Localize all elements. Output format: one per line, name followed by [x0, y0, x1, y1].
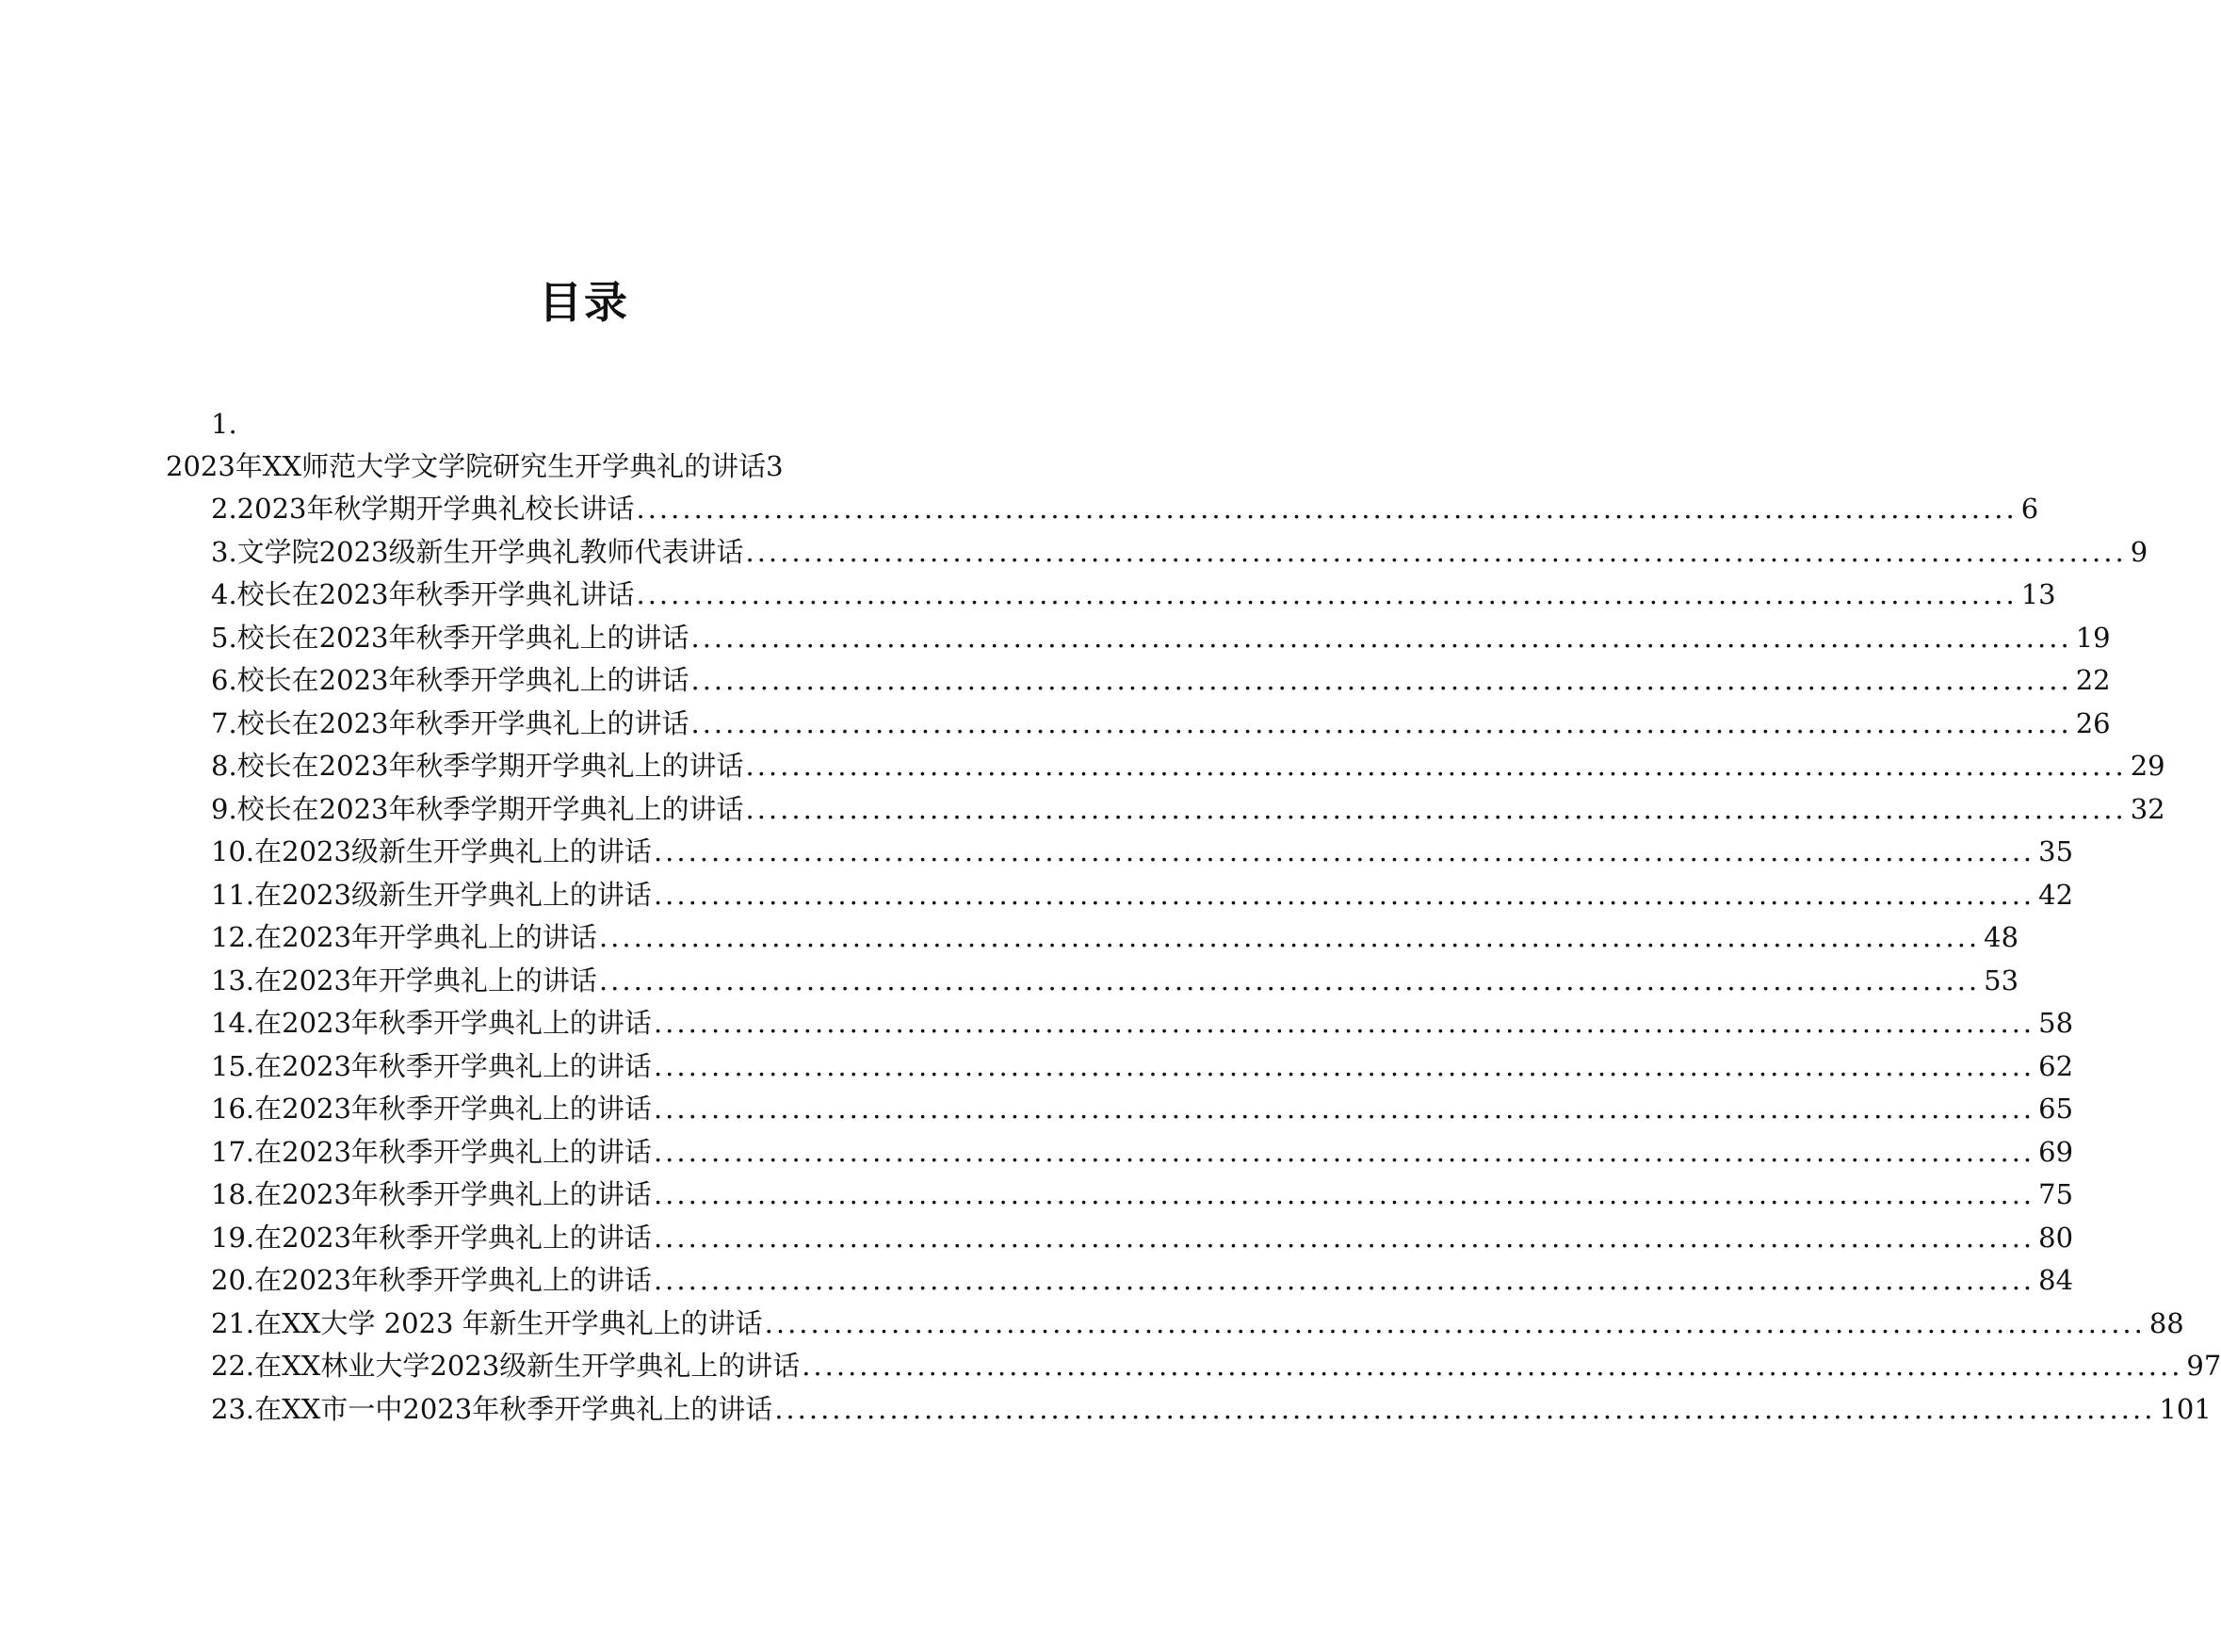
toc-page-number: 13 — [2020, 578, 2056, 610]
toc-list — [211, 493, 2221, 1438]
toc-entry-label: 22.在XX林业大学2023级新生开学典礼上的讲话 — [211, 1350, 801, 1382]
toc-page-number: 97 — [2186, 1350, 2221, 1382]
toc-entry-label: 19.在2023年秋季开学典礼上的讲话 — [211, 1221, 652, 1254]
toc-entry-number: 1. — [211, 408, 237, 440]
toc-page-number: 58 — [2038, 1007, 2074, 1039]
toc-entry-label: 10.在2023级新生开学典礼上的讲话 — [211, 835, 652, 867]
dot-leader: ........................................................................................................................ — [636, 493, 2018, 525]
dot-leader: ........................................................................................................................ — [690, 706, 2072, 739]
toc-entry-label: 14.在2023年秋季开学典礼上的讲话 — [211, 1007, 652, 1039]
dot-leader: ........................................................................................................................ — [653, 1049, 2035, 1082]
toc-entry[interactable] — [211, 835, 2074, 882]
toc-entry-label: 18.在2023年秋季开学典礼上的讲话 — [211, 1178, 652, 1210]
dot-leader: ........................................................................................................................ — [802, 1350, 2183, 1382]
toc-entry[interactable] — [211, 706, 2111, 753]
toc-entry[interactable] — [211, 535, 2148, 582]
toc-page-number: 75 — [2038, 1178, 2074, 1210]
toc-page-number: 62 — [2038, 1049, 2074, 1082]
toc-entry-label: 9.校长在2023年秋季学期开学典礼上的讲话 — [211, 792, 744, 825]
toc-entry[interactable] — [211, 792, 2165, 839]
toc-entry-label: 11.在2023级新生开学典礼上的讲话 — [211, 878, 652, 911]
toc-entry[interactable] — [211, 1264, 2074, 1310]
toc-entry[interactable] — [211, 964, 2019, 1011]
toc-entry[interactable] — [211, 493, 2039, 539]
toc-page-number: 48 — [1984, 921, 2019, 953]
toc-entry-label: 3.文学院2023级新生开学典礼教师代表讲话 — [211, 535, 744, 568]
toc-entry[interactable] — [211, 1093, 2074, 1139]
toc-entry[interactable] — [211, 664, 2111, 710]
toc-entry-label: 13.在2023年开学典礼上的讲话 — [211, 964, 597, 996]
toc-entry[interactable] — [211, 1178, 2074, 1224]
toc-page-number: 32 — [2130, 792, 2165, 825]
toc-page-number: 69 — [2038, 1135, 2074, 1168]
toc-entry-label: 20.在2023年秋季开学典礼上的讲话 — [211, 1264, 652, 1296]
dot-leader: ........................................................................................................................ — [653, 835, 2035, 867]
toc-entry[interactable] — [211, 578, 2056, 624]
dot-leader: ........................................................................................................................ — [636, 578, 2018, 610]
toc-page-number: 101 — [2159, 1392, 2212, 1425]
toc-page-number: 6 — [2020, 493, 2039, 525]
toc-entry[interactable] — [211, 1135, 2074, 1182]
toc-entry[interactable] — [211, 921, 2019, 967]
toc-entry-label: 4.校长在2023年秋季开学典礼讲话 — [211, 578, 635, 610]
toc-entry-label: 17.在2023年秋季开学典礼上的讲话 — [211, 1135, 652, 1168]
toc-title: 目录 — [539, 277, 629, 328]
dot-leader: ........................................................................................................................ — [653, 1093, 2035, 1125]
toc-page-number: 65 — [2038, 1093, 2074, 1125]
dot-leader: ........................................................................................................................ — [653, 1264, 2035, 1296]
toc-page-number: 35 — [2038, 835, 2074, 867]
toc-page-number: 29 — [2130, 750, 2165, 782]
toc-page-number: 88 — [2148, 1306, 2184, 1339]
toc-entry[interactable] — [211, 1007, 2074, 1053]
toc-entry-label: 2.2023年秋学期开学典礼校长讲话 — [211, 493, 635, 525]
toc-entry-label: 12.在2023年开学典礼上的讲话 — [211, 921, 597, 953]
toc-entry-label: 23.在XX市一中2023年秋季开学典礼上的讲话 — [211, 1392, 773, 1425]
toc-entry-label: 5.校长在2023年秋季开学典礼上的讲话 — [211, 621, 689, 654]
toc-entry-label: 7.校长在2023年秋季开学典礼上的讲话 — [211, 706, 689, 739]
toc-page-number: 80 — [2038, 1221, 2074, 1254]
dot-leader: ........................................................................................................................ — [653, 1178, 2035, 1210]
toc-entry-label: 8.校长在2023年秋季学期开学典礼上的讲话 — [211, 750, 744, 782]
dot-leader: ........................................................................................................................ — [598, 964, 1981, 996]
toc-page-number: 26 — [2075, 706, 2111, 739]
dot-leader: ........................................................................................................................ — [653, 1135, 2035, 1168]
toc-entry[interactable] — [211, 1221, 2074, 1268]
toc-entry-label: 6.校长在2023年秋季开学典礼上的讲话 — [211, 664, 689, 696]
dot-leader: ........................................................................................................................ — [764, 1306, 2146, 1339]
dot-leader: ........................................................................................................................ — [690, 621, 2072, 654]
dot-leader: ........................................................................................................................ — [653, 1221, 2035, 1254]
dot-leader: ........................................................................................................................ — [598, 921, 1981, 953]
toc-entry-label: 21.在XX大学 2023 年新生开学典礼上的讲话 — [211, 1306, 763, 1339]
dot-leader: ........................................................................................................................ — [745, 535, 2127, 568]
toc-page-number: 9 — [2130, 535, 2148, 568]
toc-entry-label: 15.在2023年秋季开学典礼上的讲话 — [211, 1049, 652, 1082]
toc-entry[interactable] — [211, 1306, 2184, 1353]
toc-entry[interactable] — [211, 878, 2074, 925]
toc-entry[interactable] — [211, 1392, 2212, 1439]
dot-leader: ........................................................................................................................ — [774, 1392, 2156, 1425]
toc-page-number: 84 — [2038, 1264, 2074, 1296]
toc-entry-label: 16.在2023年秋季开学典礼上的讲话 — [211, 1093, 652, 1125]
toc-entry-text: 2023年XX师范大学文学院研究生开学典礼的讲话3 — [166, 450, 784, 482]
dot-leader: ........................................................................................................................ — [690, 664, 2072, 696]
dot-leader: ........................................................................................................................ — [653, 1007, 2035, 1039]
toc-page-number: 19 — [2075, 621, 2111, 654]
dot-leader: ........................................................................................................................ — [653, 878, 2035, 911]
toc-entry[interactable] — [211, 1350, 2221, 1396]
toc-page-number: 22 — [2075, 664, 2111, 696]
toc-entry[interactable] — [211, 621, 2111, 668]
toc-entry[interactable] — [211, 1049, 2074, 1096]
toc-entry[interactable] — [211, 750, 2165, 796]
toc-page-number: 42 — [2038, 878, 2074, 911]
toc-page-number: 53 — [1984, 964, 2019, 996]
dot-leader: ........................................................................................................................ — [745, 792, 2127, 825]
dot-leader: ........................................................................................................................ — [745, 750, 2127, 782]
